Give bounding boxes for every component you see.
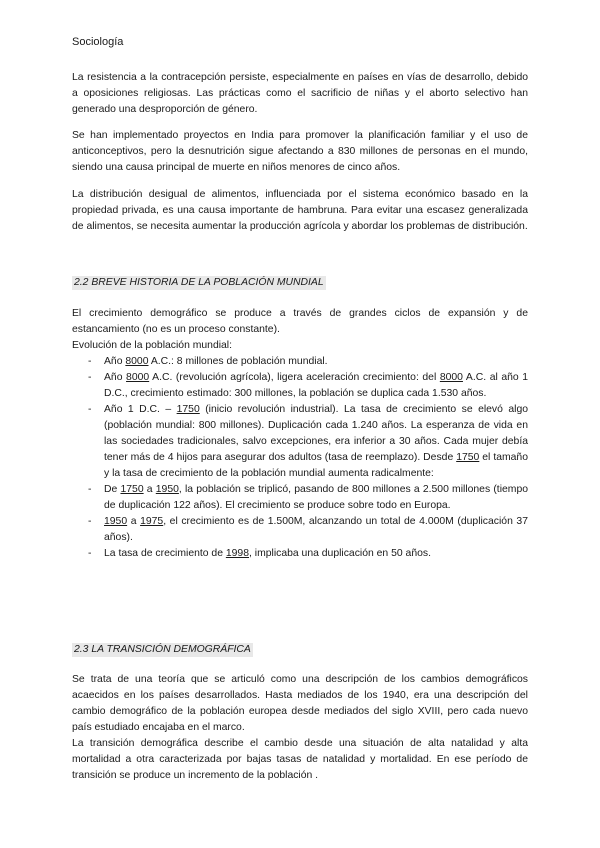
page-header-title: Sociología xyxy=(72,36,124,48)
list-item: - Año 8000 A.C. (revolución agrícola), ligera aceleración crecimiento: del 8000 A.C. al año 1 D.C., crecimiento estimado: 300 millones, la población se duplica cada 1.530 años. xyxy=(88,370,528,402)
evolution-list xyxy=(88,354,528,562)
section-2-3-body xyxy=(72,672,528,784)
paragraph-contraception: La resistencia a la contracepción persiste, especialmente en países en vías de desarrollo, debido a oposiciones religiosas. Las prácticas como el sacrificio de niñas y el aborto selectivo han generado una desproporción de género. xyxy=(72,72,528,115)
list-item: - La tasa de crecimiento de 1998, implicaba una duplicación en 50 años. xyxy=(88,546,528,562)
list-item: - Año 1 D.C. – 1750 (inicio revolución industrial). La tasa de crecimiento se elevó algo (población mundial: 800 millones). Duplicación cada 1.240 años. La esperanza de vida en las sociedades tradicionales, salvo excepciones, era inferior a 30 años. Cada mujer debía tener más de 4 hijos para asegurar dos adultos (tasa de reemplazo). Desde 1750 el tamaño y la tasa de crecimiento de la población mundial aumenta radicalmente: xyxy=(88,402,528,482)
section-2-3-paragraph-1: Se trata de una teoría que se articuló como una descripción de los cambios demográficos acaecidos en los países desarrollados. Hasta mediados de los 1940, era una descripción del cambio demográfico de la población europea desde mediados del siglo XVIII, pero cada nuevo país estudiado encajaba en el marco. xyxy=(72,674,528,733)
paragraph-food-distribution: La distribución desigual de alimentos, influenciada por el sistema económico basado en la propiedad privada, es una causa importante de hambruna. Para evitar una escasez generalizada de alimentos, se necesita aumentar la producción agrícola y abordar los problemas de distribución. xyxy=(72,189,528,232)
list-item: - 1950 a 1975, el crecimiento es de 1.500M, alcanzando un total de 4.000M (duplicación 37 años). xyxy=(88,514,528,546)
list-item: - De 1750 a 1950, la población se triplicó, pasando de 800 millones a 2.500 millones (tiempo de duplicación 122 años). El crecimiento se produce sobre todo en Europa. xyxy=(88,482,528,514)
paragraph-india: Se han implementado proyectos en India para promover la planificación familiar y el uso de anticonceptivos, pero la desnutrición sigue afectando a 830 millones de personas en el mundo, siendo una causa principal de muerte en niños menores de cinco años. xyxy=(72,130,528,173)
evolution-list-title: Evolución de la población mundial: xyxy=(72,340,233,351)
list-item: - Año 8000 A.C.: 8 millones de población mundial. xyxy=(88,354,528,370)
section-2-2-intro: El crecimiento demográfico se produce a través de grandes ciclos de expansión y de estancamiento (no es un proceso constante). xyxy=(72,308,528,335)
section-heading-2-2: 2.2 BREVE HISTORIA DE LA POBLACIÓN MUNDIAL xyxy=(74,277,324,288)
section-heading-2-3: 2.3 LA TRANSICIÓN DEMOGRÁFICA xyxy=(74,644,251,655)
section-2-2-body xyxy=(72,306,528,562)
section-2-3-paragraph-2: La transición demográfica describe el cambio desde una situación de alta natalidad y alta mortalidad a otra caracterizada por bajas tasas de natalidad y mortalidad. En ese período de transición se produce un incremento de la población . xyxy=(72,738,528,781)
